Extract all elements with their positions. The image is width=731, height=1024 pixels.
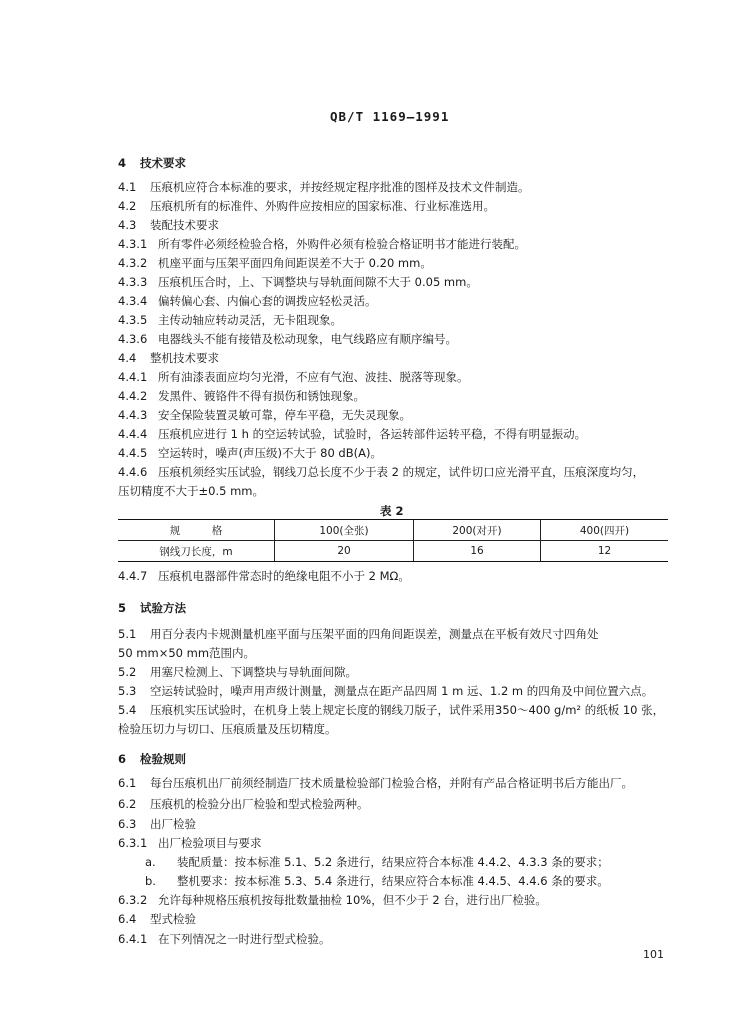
clause-4-4-1 (118, 370, 469, 385)
clause-text: 压痕机应进行 1 h 的空运转试验，试验时，各运转部件运转平稳，不得有明显振动。 (158, 427, 587, 441)
clause-text: 压痕机电器部件常态时的绝缘电阻不小于 2 MΩ。 (158, 569, 410, 583)
clause-5-3 (118, 684, 653, 699)
clause-number: 6.3.2 (118, 893, 148, 907)
clause-4-2 (118, 199, 495, 214)
section-title: 试验方法 (140, 601, 186, 615)
clause-number: 4.4.3 (118, 408, 148, 422)
section-number: 6 (118, 752, 127, 766)
section-6-heading (118, 752, 186, 767)
clause-number: 4.4.1 (118, 370, 148, 384)
clause-text: 整机技术要求 (150, 351, 219, 365)
clause-6-1 (118, 776, 633, 791)
table-cell: 钢线刀长度，m (118, 541, 275, 562)
clause-number: 6.4.1 (118, 932, 148, 946)
clause-number: 6.4 (118, 912, 137, 926)
clause-4-4-6-continued: 压切精度不大于±0.5 mm。 (118, 484, 264, 498)
clause-number: 5.3 (118, 684, 137, 698)
clause-4-4-4 (118, 427, 586, 442)
clause-5-4-continued: 检验压切力与切口、压痕质量及压切精度。 (118, 722, 337, 736)
clause-4-3-6 (118, 332, 457, 347)
table-cell: 16 (414, 541, 541, 562)
table-row (118, 541, 668, 562)
clause-text: 用百分表内卡规测量机座平面与压架平面的四角间距误差，测量点在平板有效尺寸四角处 (150, 627, 599, 641)
clause-number: 4.3.5 (118, 313, 148, 327)
table-cell: 20 (275, 541, 414, 562)
list-text: 装配质量：按本标准 5.1、5.2 条进行，结果应符合本标准 4.4.2、4.3.3 条的要求； (177, 855, 609, 869)
clause-6-3-2 (118, 893, 547, 908)
clause-4-3-2 (118, 256, 432, 271)
clause-4-3-4 (118, 294, 377, 309)
clause-number: 5.1 (118, 627, 137, 641)
clause-text: 压痕机压合时，上、下调整块与导轨面间隙不大于 0.05 mm。 (158, 275, 478, 289)
list-text: 整机要求：按本标准 5.3、5.4 条进行，结果应符合本标准 4.4.5、4.4.6 条的要求。 (177, 874, 609, 888)
clause-text: 压痕机所有的标准件、外购件应按相应的国家标准、行业标准选用。 (150, 199, 495, 213)
clause-number: 4.3.4 (118, 294, 148, 308)
clause-5-2 (118, 665, 357, 680)
clause-4-4-2 (118, 389, 365, 404)
list-marker: a. (145, 855, 156, 869)
section-4-heading (118, 156, 186, 171)
clause-text: 用塞尺检测上、下调整块与导轨面间隙。 (150, 665, 357, 679)
table-caption: 表 2 (380, 504, 404, 518)
clause-number: 4.4.4 (118, 427, 148, 441)
clause-text: 出厂检验 (150, 817, 196, 831)
clause-4-4-6 (118, 465, 644, 480)
clause-text: 偏转偏心套、内偏心套的调拨应轻松灵活。 (158, 294, 377, 308)
clause-text: 允许每种规格压痕机按每批数量抽检 10%，但不少于 2 台，进行出厂检验。 (158, 893, 547, 907)
clause-5-4 (118, 703, 664, 718)
page-number: 101 (643, 948, 664, 961)
clause-text: 压痕机应符合本标准的要求，并按经规定程序批准的图样及技术文件制造。 (150, 180, 530, 194)
clause-text: 压痕机须经实压试验，钢线刀总长度不少于表 2 的规定，试件切口应光滑平直，压痕深度均匀， (158, 465, 645, 479)
section-number: 4 (118, 156, 127, 170)
clause-text: 机座平面与压架平面四角间距误差不大于 0.20 mm。 (158, 256, 432, 270)
clause-6-4-1 (118, 932, 331, 947)
clause-text: 压痕机实压试验时，在机身上装上规定长度的钢线刀版子，试件采用350～400 g/m² 的纸板 10 张， (150, 703, 665, 717)
clause-4-4-7 (118, 569, 410, 584)
clause-text: 出厂检验项目与要求 (158, 836, 262, 850)
spec-table (118, 519, 668, 562)
clause-number: 4.4 (118, 351, 137, 365)
clause-number: 4.3.1 (118, 237, 148, 251)
clause-6-4 (118, 912, 196, 927)
table-header-cell: 100(全张) (275, 520, 414, 541)
clause-text: 压痕机的检验分出厂检验和型式检验两种。 (150, 797, 369, 811)
clause-number: 4.3 (118, 218, 137, 232)
clause-4-4-5 (118, 446, 382, 461)
list-item-a (145, 855, 609, 870)
clause-text: 型式检验 (150, 912, 196, 926)
clause-6-3 (118, 817, 196, 832)
clause-number: 6.3 (118, 817, 137, 831)
table-header-cell: 200(对开) (414, 520, 541, 541)
table-header-row (118, 520, 668, 541)
list-item-b (145, 874, 609, 889)
clause-text: 发黑件、镀铬件不得有损伤和锈蚀现象。 (158, 389, 365, 403)
clause-number: 4.2 (118, 199, 137, 213)
clause-6-2 (118, 797, 369, 812)
clause-text: 空运转时，噪声(声压级)不大于 80 dB(A)。 (158, 446, 382, 460)
section-title: 技术要求 (140, 156, 186, 170)
clause-number: 4.1 (118, 180, 137, 194)
clause-4-3-5 (118, 313, 342, 328)
table-header-cell: 400(四开) (541, 520, 669, 541)
table-cell: 12 (541, 541, 669, 562)
clause-number: 4.4.7 (118, 569, 148, 583)
clause-4-3-3 (118, 275, 478, 290)
standard-header: QB/T 1169—1991 (330, 109, 450, 124)
clause-text: 在下列情况之一时进行型式检验。 (158, 932, 331, 946)
clause-text: 电器线头不能有接错及松动现象，电气线路应有顺序编号。 (158, 332, 457, 346)
list-marker: b. (145, 874, 156, 888)
clause-number: 4.3.2 (118, 256, 148, 270)
clause-number: 5.4 (118, 703, 137, 717)
clause-number: 4.3.6 (118, 332, 148, 346)
clause-number: 4.4.5 (118, 446, 148, 460)
clause-4-4 (118, 351, 219, 366)
clause-text: 每台压痕机出厂前须经制造厂技术质量检验部门检验合格，并附有产品合格证明书后方能出厂。 (150, 776, 633, 790)
clause-number: 6.3.1 (118, 836, 148, 850)
clause-6-3-1 (118, 836, 262, 851)
clause-5-1 (118, 627, 599, 642)
clause-number: 4.4.2 (118, 389, 148, 403)
clause-number: 5.2 (118, 665, 137, 679)
clause-text: 所有零件必须经检验合格，外购件必须有检验合格证明书才能进行装配。 (158, 237, 526, 251)
clause-text: 主传动轴应转动灵活，无卡阻现象。 (158, 313, 342, 327)
clause-text: 装配技术要求 (150, 218, 219, 232)
clause-text: 所有油漆表面应均匀光滑，不应有气泡、波挂、脱落等现象。 (158, 370, 469, 384)
section-5-heading (118, 601, 186, 616)
section-title: 检验规则 (140, 752, 186, 766)
clause-text: 安全保险装置灵敏可靠，停车平稳，无失灵现象。 (158, 408, 411, 422)
table-header-cell: 规 格 (118, 520, 275, 541)
clause-text: 空运转试验时，噪声用声级计测量，测量点在距产品四周 1 m 远、1.2 m 的四角及中间位置六点。 (150, 684, 654, 698)
clause-4-3-1 (118, 237, 526, 252)
clause-4-1 (118, 180, 530, 195)
section-number: 5 (118, 601, 127, 615)
clause-4-4-3 (118, 408, 411, 423)
clause-number: 6.1 (118, 776, 137, 790)
clause-number: 4.3.3 (118, 275, 148, 289)
clause-5-1-continued: 50 mm×50 mm范围内。 (118, 646, 256, 660)
clause-number: 6.2 (118, 797, 137, 811)
clause-number: 4.4.6 (118, 465, 148, 479)
clause-4-3 (118, 218, 219, 233)
